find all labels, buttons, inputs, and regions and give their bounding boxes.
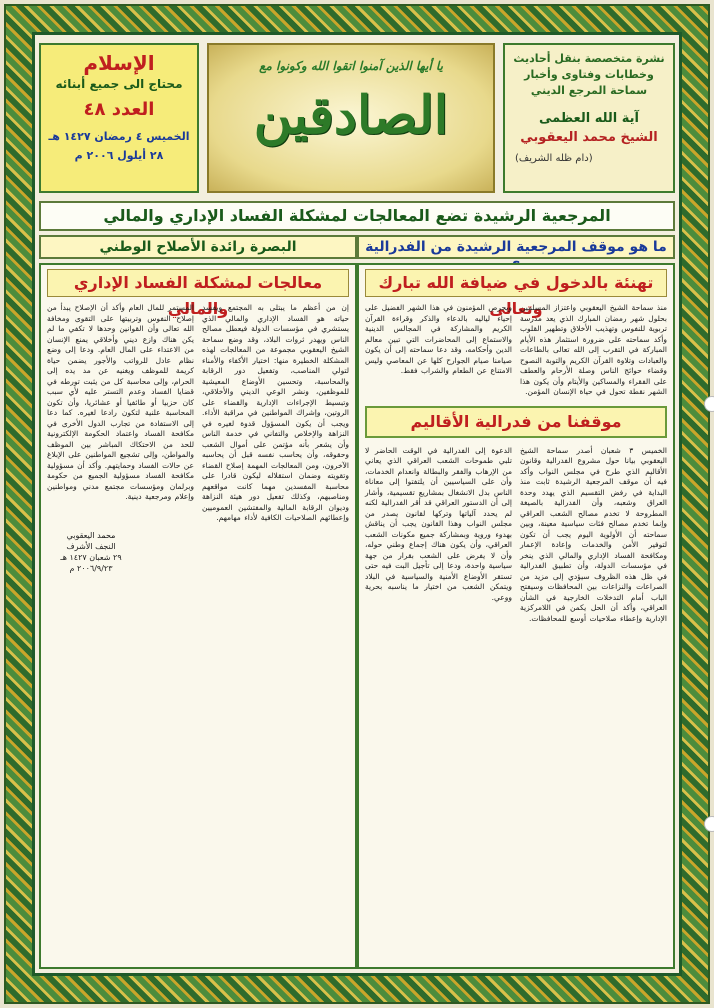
publisher-box (503, 43, 675, 193)
slogan-text: محتاج الى جميع أبنائه (55, 77, 183, 91)
article-body (41, 301, 355, 526)
shaykh-name: الشيخ محمد اليعقوبي (520, 130, 658, 145)
masthead-logo (207, 43, 495, 193)
binder-hole (704, 396, 714, 412)
newsletter-page (4, 4, 710, 1004)
article-text-col: ويحرص المؤمنون في هذا الشهر الفضيل على إحياء لياليه بالدعاء والذكر وقراءة القرآن الكريم والمشاركة في المجالس الدينية والاستماع إلى المحاضرات التي تبين معالم الدين وأحكامه، وقد دعا سماحته إلى أن يكون صيامنا صيام الجوارح كلها عن المعاصي وليس الامتناع عن الطعام والشراب فقط. (365, 303, 512, 375)
article-title: تهنئة بالدخول في ضيافة الله تبارك وتعالى (365, 269, 667, 297)
honorific: (دام ظله الشريف) (515, 153, 593, 164)
description-line-2: وخطابات وفتاوى وأخبار (524, 68, 654, 81)
header (39, 39, 675, 197)
signature: محمد اليعقوبي النجف الأشرف ٢٩ شعبان ١٤٢٧ هـ ٢٠٠٦/٩/٢٣ م (60, 530, 122, 573)
article-title: معالجات لمشكلة الفساد الإداري والمالي (47, 269, 349, 297)
masthead-verse: يا أيها الذين آمنوا اتقوا الله وكونوا مع (259, 59, 443, 73)
article-text-col: الدعوة إلى الفدرالية في الوقت الحاضر لا تلبي طموحات الشعب العراقي الذي يعاني من الإرهاب والفقر والبطالة وانعدام الخدمات، وأن على السياسيين أن يلتفتوا إلى معاناة الناس بدل الانشغال بمشاريع تقسيمية، وأشار إلى أن الدستور العراقي قد أقر الفدرالية لكنه لم يحدد آلياتها وتركها لقانون يصدر من مجلس النواب وهذا القانون يجب أن يناقش بهدوء وروية وبمشاركة جميع مكونات الشعب العراقي، وأن يكون هناك إجماع وطني حوله، وأن لا يفرض على الشعب بقرار من جهة سياسية واحدة، ودعا إلى تأجيل البت فيه حتى تستقر الأوضاع الأمنية والسياسية في البلاد ويتمكن الشعب من اختيار ما يناسبه بحرية ووعي. (365, 445, 512, 602)
content-frame (32, 32, 682, 976)
gregorian-date: ٢٨ أيلول ٢٠٠٦ م (74, 149, 164, 162)
masthead-name: الصادقين (253, 85, 449, 146)
article-text-col: منذ سماحة الشيخ اليعقوبي واعتزاز المسلمين بحلول شهر رمضان المبارك الذي يعد مدرسة تربوية للنفوس وتهذيب الأخلاق وتطهير القلوب وأكد سماحته على ضرورة استثمار هذه الأيام المباركة في التقرب إلى الله تعالى بالطاعات والعبادات وتلاوة القرآن الكريم والتوبة النصوح وقضاء حوائج الناس وصلة الأرحام والعطف على الفقراء والمساكين والأيتام وأن يكون هذا الشهر نقطة تحول في حياة الإنسان المؤمن. (520, 303, 667, 396)
hijri-date: الخميس ٤ رمضان ١٤٢٧ هـ (48, 130, 190, 143)
article-text-col: إن من أعظم ما يبتلى به المجتمع ويفسد حياته هو الفساد الإداري والمالي الذي يستشري في مؤسسات الدولة فيعطل مصالح الناس ويهدر ثروات البلاد، وقد وضع سماحة الشيخ اليعقوبي مجموعة من المعالجات لهذه المشكلة الخطيرة منها: اختيار الأكفاء والأمناء لتولي المناصب، وتفعيل دور الرقابة والمحاسبة، وتحسين الأوضاع المعيشية للموظفين، ونشر الوعي الديني والأخلاقي، وتبسيط الإجراءات الإدارية والقضاء على الروتين، وإشراك المواطنين في مراقبة الأداء. ويجب أن يكون المسؤول قدوة لغيره في النزاهة والإخلاص والتفاني في خدمة الناس وأن يشعر بأنه مؤتمن على أموال الشعب وحقوقه، وأن يحاسب نفسه قبل أن يحاسبه الآخرون، ومن المعالجات المهمة إصلاح القضاء وتقويته وضمان استقلاله ليكون قادرا على محاسبة المفسدين مهما كانت مواقعهم ومناصبهم، وكذلك تفعيل دور هيئة النزاهة وديوان الرقابة المالية والمفتشين العموميين وإعطائهم الصلاحيات الكافية لأداء مهامهم. (202, 303, 349, 522)
article-body (359, 444, 673, 627)
description-line-3: سماحة المرجع الديني (530, 84, 648, 97)
main-headline: المرجعية الرشيدة تضع المعالجات لمشكلة الفساد الإداري والمالي (39, 201, 675, 231)
left-column (39, 263, 357, 969)
article-subtitle: موقفنا من فدرالية الأقاليم (365, 406, 667, 438)
issue-number: العدد ٤٨ (83, 99, 155, 120)
article-text-col: المستمر للمال العام وأكد أن الإصلاح يبدأ من إصلاح النفوس وتربيتها على التقوى ومخافة الله تعالى وأن القوانين وحدها لا تكفي ما لم يكن هناك وازع ديني وأخلاقي يمنع الإنسان من الاعتداء على المال العام. ودعا إلى وضع نظام عادل للرواتب والأجور يضمن حياة كريمة للموظف ويغنيه عن مد يده إلى الحرام، وإلى محاسبة كل من يثبت تورطه في قضايا الفساد وعدم التستر عليه لأي سبب كان حزبيا أو طائفيا أو عشائريا، وأن تكون المحاسبة علنية لتكون رادعا لغيره. كما دعا إلى الاستفادة من تجارب الدول الأخرى في مكافحة الفساد واعتماد الحكومة الإلكترونية للحد من الاحتكاك المباشر بين الموظف والمواطن، وإلى تشجيع المواطنين على الإبلاغ عن حالات الفساد وحمايتهم. وأكد أن مسؤولية مكافحة الفساد مسؤولية الجميع من حكومة وبرلمان ومؤسسات مجتمع مدني ومواطنين وإعلام ومرجعية دينية. (47, 303, 194, 501)
right-column (357, 263, 675, 969)
article-text-col: الخميس ٣ شعبان أصدر سماحة الشيخ اليعقوبي بيانا حول مشروع الفدرالية وقانون الأقاليم الذي طرح في مجلس النواب وأكد فيه أن موقف المرجعية الرشيدة ثابت منذ البداية في رفض التقسيم الذي يهدد وحدة العراق وشعبه، وأن الفدرالية بالصيغة المطروحة لا تخدم مصالح الشعب العراقي وإنما تخدم مصالح فئات سياسية معينة، وبين سماحته أن الأولوية اليوم يجب أن تكون لتوفير الأمن والخدمات وإعادة الإعمار ومكافحة الفساد الإداري والمالي الذي ينخر في مؤسسات الدولة، وأن تطبيق الفدرالية في ظل هذه الظروف سيؤدي إلى مزيد من الصراعات والنزاعات بين المحافظات وسيفتح الباب أمام التدخلات الخارجية في الشأن العراقي، وأكد أن الحل يكمن في اللامركزية الإدارية وإعطاء صلاحيات أوسع للمحافظات. (520, 445, 667, 623)
left-section-header: البصرة رائدة الأصلاح الوطني (39, 235, 357, 259)
issue-box (39, 43, 199, 193)
right-section-header: ما هو موقف المرجعية الرشيدة من الفدرالية (357, 235, 675, 259)
slogan-title: الإسلام (83, 51, 155, 75)
title-ayah: آية الله العظمى (538, 111, 639, 126)
description-line-1: نشرة متخصصة بنقل أحاديث (513, 52, 665, 65)
binder-hole (704, 816, 714, 832)
